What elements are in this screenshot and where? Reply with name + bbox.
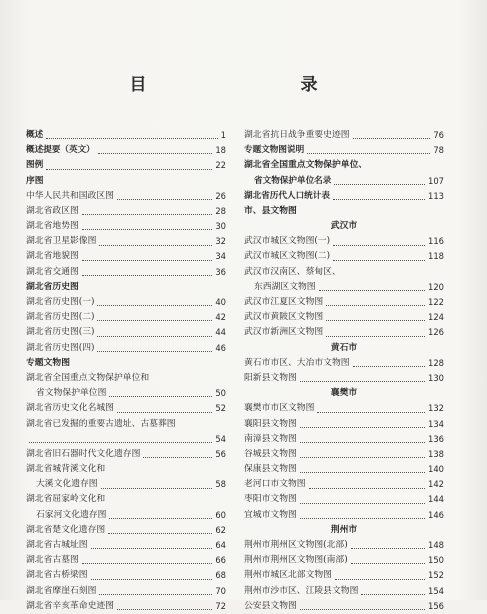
toc-leader-dots: [29, 441, 212, 443]
toc-entry-title: 武汉市黄陂区文物图: [244, 312, 324, 323]
toc-page-number: 42: [215, 312, 226, 323]
toc-leader-dots: [300, 517, 425, 519]
toc-entry-title: 湖北省楚文化遗存图: [26, 524, 106, 535]
toc-entry: [26, 493, 226, 508]
toc-entry-title: 武汉市城区文物图(一): [244, 236, 331, 247]
toc-leader-dots: [97, 304, 212, 306]
toc-leader-dots: [333, 198, 425, 200]
toc-entry-title: 湖北省政区图: [26, 205, 79, 216]
toc-entry-title: 湖北省屈家岭文化和: [26, 494, 106, 505]
toc-page-number: 44: [215, 327, 226, 338]
toc-entry-title: 石家河文化遗存图: [36, 509, 107, 520]
toc-entry-title: 湖北省抗日战争重要史迹图: [244, 129, 350, 140]
toc-entry: [244, 219, 444, 234]
toc-entry-title: 市、县文物图: [244, 205, 297, 216]
toc-entry: [244, 462, 444, 477]
toc-leader-dots: [91, 547, 213, 549]
toc-entry: [244, 143, 444, 158]
toc-entry: [26, 341, 226, 356]
toc-right-column: [244, 128, 444, 614]
toc-page-number: 50: [215, 388, 226, 399]
toc-page-number: 26: [215, 190, 226, 201]
toc-entry: [26, 325, 226, 340]
toc-entry-title: 湖北省全国重点文物保护单位、: [244, 160, 368, 171]
toc-page-number: 134: [428, 418, 444, 429]
toc-entry: [26, 584, 226, 599]
toc-entry-title: 湖北省历史图: [26, 281, 79, 292]
toc-leader-dots: [46, 137, 217, 139]
toc-page-number: 116: [428, 236, 444, 247]
toc-leader-dots: [300, 456, 425, 458]
toc-page-number: 124: [428, 312, 444, 323]
toc-entry-title: 湖北省已发掘的重要古遗址、古墓葬图: [26, 418, 176, 429]
toc-leader-dots: [101, 487, 213, 489]
toc-entry-title: 老河口市文物图: [244, 479, 306, 490]
toc-entry-title: 湖北省历史图(一): [26, 297, 95, 308]
toc-entry-title: 湖北省辛亥革命史迹图: [26, 600, 114, 611]
toc-leader-dots: [334, 183, 425, 185]
toc-page-number: 58: [215, 479, 226, 490]
toc-page-number: 118: [428, 251, 444, 262]
toc-entry-title: 湖北省卫星影像图: [26, 236, 97, 247]
toc-entry: [26, 143, 226, 158]
toc-entry-title: 省文物保护单位图: [36, 388, 107, 399]
toc-page-number: 32: [215, 236, 226, 247]
toc-page-number: 146: [428, 509, 444, 520]
toc-entry-title: 湖北省全国重点文物保护单位和: [26, 372, 150, 383]
toc-entry: [244, 432, 444, 447]
toc-entry: [244, 204, 444, 219]
toc-leader-dots: [143, 456, 212, 458]
toc-entry: [244, 523, 444, 538]
toc-leader-dots: [300, 380, 425, 382]
toc-entry: [26, 447, 226, 462]
toc-entry: [244, 447, 444, 462]
toc-leader-dots: [326, 319, 425, 321]
toc-entry: [244, 280, 444, 295]
toc-entry: [244, 417, 444, 432]
toc-entry-title: 序图: [26, 175, 44, 186]
toc-leader-dots: [319, 289, 425, 291]
toc-entry: [26, 432, 226, 447]
toc-entry-title: 枣阳市文物图: [244, 494, 297, 505]
toc-entry-title: 湖北省历史图(三): [26, 327, 95, 338]
toc-page-number: 120: [428, 281, 444, 292]
toc-entry: [26, 310, 226, 325]
toc-leader-dots: [82, 213, 213, 215]
toc-page-number: 130: [428, 372, 444, 383]
toc-page-number: 56: [215, 448, 226, 459]
toc-entry: [244, 568, 444, 583]
toc-leader-dots: [333, 259, 425, 261]
toc-entry-title: 荆州市沙市区、江陵县文物图: [244, 585, 359, 596]
toc-leader-dots: [97, 335, 212, 337]
toc-leader-dots: [353, 365, 425, 367]
toc-page-number: 144: [428, 494, 444, 505]
toc-leader-dots: [46, 168, 212, 170]
toc-entry: [26, 219, 226, 234]
toc-entry: [26, 250, 226, 265]
toc-entry-title: 东西湖区文物图: [254, 281, 316, 292]
toc-entry-title: 概述提要（英文）: [26, 145, 95, 156]
toc-entry-title: 武汉市城区文物图(二): [244, 251, 331, 262]
toc-page-number: 40: [215, 297, 226, 308]
toc-entry: [26, 523, 226, 538]
toc-entry: [26, 371, 226, 386]
toc-page-number: 36: [215, 266, 226, 277]
toc-entry: [26, 174, 226, 189]
toc-leader-dots: [109, 395, 212, 397]
toc-leader-dots: [300, 502, 425, 504]
toc-entry-title: 专题文物图说明: [244, 145, 305, 156]
toc-entry-title: 中华人民共和国政区图: [26, 190, 114, 201]
toc-page-number: 152: [428, 570, 444, 581]
toc-entry: [26, 508, 226, 523]
toc-page-number: 76: [433, 129, 444, 140]
toc-page-number: 113: [428, 190, 444, 201]
toc-entry-title: 襄樊市: [330, 388, 358, 399]
toc-page-number: 78: [433, 145, 444, 156]
toc-entry-title: 武汉市汉南区、蔡甸区、: [244, 266, 341, 277]
toc-entry-title: 公安县文物图: [244, 600, 297, 611]
toc-entry-title: 湖北省地貌图: [26, 251, 79, 262]
toc-entry: [244, 174, 444, 189]
toc-page-number: 54: [215, 433, 226, 444]
toc-page-number: 72: [215, 600, 226, 611]
toc-entry: [244, 250, 444, 265]
toc-page-number: 122: [428, 297, 444, 308]
toc-entry: [244, 325, 444, 340]
toc-leader-dots: [309, 487, 425, 489]
toc-page-number: 52: [215, 403, 226, 414]
toc-entry: [26, 417, 226, 432]
toc-leader-dots: [335, 578, 425, 580]
toc-entry: [244, 477, 444, 492]
toc-entry: [244, 356, 444, 371]
toc-entry-title: 保康县文物图: [244, 464, 297, 475]
toc-entry-title: 武汉市新洲区文物图: [244, 327, 324, 338]
toc-entry-title: 阳新县文物图: [244, 372, 297, 383]
toc-page-number: 66: [215, 555, 226, 566]
toc-leader-dots: [326, 304, 425, 306]
toc-entry: [26, 295, 226, 310]
toc-entry: [244, 341, 444, 356]
toc-leader-dots: [117, 608, 212, 610]
toc-entry-title: 襄樊市市区文物图: [244, 403, 315, 414]
toc-entry: [244, 493, 444, 508]
toc-leader-dots: [108, 532, 212, 534]
toc-leader-dots: [109, 517, 212, 519]
toc-entry-title: 湖北省城背溪文化和: [26, 464, 106, 475]
toc-entry: [244, 508, 444, 523]
toc-leader-dots: [353, 137, 431, 139]
toc-entry: [244, 371, 444, 386]
toc-entry: [244, 538, 444, 553]
toc-entry: [26, 386, 226, 401]
toc-entry: [244, 553, 444, 568]
toc-entry-title: 黄石市市区、大冶市文物图: [244, 357, 350, 368]
toc-page-number: 1: [220, 129, 226, 140]
toc-entry-title: 湖北省古城址图: [26, 540, 88, 551]
toc-page-number: 128: [428, 357, 444, 368]
toc-entry-title: 黄石市: [330, 342, 358, 353]
toc-entry-title: 荆州市荆州区文物图(南部): [244, 555, 348, 566]
toc-entry-title: 图例: [26, 160, 44, 171]
toc-entry-title: 谷城县文物图: [244, 448, 297, 459]
toc-entry: [244, 295, 444, 310]
toc-page-number: 22: [215, 160, 226, 171]
toc-entry: [26, 553, 226, 568]
toc-entry-title: 湖北省旧石器时代文化遗存图: [26, 448, 141, 459]
toc-entry: [26, 265, 226, 280]
toc-leader-dots: [117, 198, 212, 200]
toc-entry-title: 湖北省历史图(二): [26, 312, 95, 323]
toc-entry-title: 省文物保护单位名录: [254, 175, 332, 186]
toc-page-number: 46: [215, 342, 226, 353]
toc-entry-title: 大溪文化遗存图: [36, 479, 98, 490]
toc-entry: [26, 477, 226, 492]
toc-entry: [244, 189, 444, 204]
toc-leader-dots: [82, 228, 213, 230]
toc-entry: [244, 386, 444, 401]
toc-leader-dots: [361, 593, 425, 595]
toc-entry-title: 湖北省历史文化名城图: [26, 403, 114, 414]
toc-entry-title: 襄阳县文物图: [244, 418, 297, 429]
toc-leader-dots: [300, 441, 425, 443]
toc-entry: [244, 310, 444, 325]
toc-leader-dots: [351, 562, 425, 564]
toc-leader-dots: [300, 426, 425, 428]
toc-entry: [244, 128, 444, 143]
toc-entry: [26, 280, 226, 295]
toc-page-number: 62: [215, 524, 226, 535]
toc-leader-dots: [82, 562, 213, 564]
toc-entry: [26, 356, 226, 371]
toc-entry-title: 湖北省历代人口统计表: [244, 190, 330, 201]
toc-page-number: 28: [215, 205, 226, 216]
toc-page-number: 60: [215, 509, 226, 520]
toc-entry: [244, 584, 444, 599]
toc-leader-dots: [82, 259, 213, 261]
toc-entry: [26, 189, 226, 204]
toc-leader-dots: [326, 335, 425, 337]
toc-entry-title: 武汉市: [330, 221, 358, 232]
toc-leader-dots: [98, 152, 213, 154]
toc-page-number: 64: [215, 540, 226, 551]
toc-page-number: 132: [428, 403, 444, 414]
toc-entry: [244, 401, 444, 416]
toc-entry: [244, 158, 444, 173]
toc-entry-title: 湖北省古墓图: [26, 555, 79, 566]
toc-page-number: 142: [428, 479, 444, 490]
toc-entry-title: 荆州市荆州区文物图(北部): [244, 540, 348, 551]
toc-entry: [26, 462, 226, 477]
toc-entry-title: 武汉市江夏区文物图: [244, 297, 324, 308]
toc-page-number: 68: [215, 570, 226, 581]
toc-page-number: 70: [215, 585, 226, 596]
toc-page-number: 150: [428, 555, 444, 566]
toc-leader-dots: [351, 547, 425, 549]
toc-entry-title: 湖北省地势图: [26, 221, 79, 232]
toc-page-number: 136: [428, 433, 444, 444]
toc-page-number: 148: [428, 540, 444, 551]
toc-entry-title: 湖北省交通图: [26, 266, 79, 277]
toc-entry-title: 湖北省摩崖石刻图: [26, 585, 97, 596]
toc-leader-dots: [300, 471, 425, 473]
toc-entry: [26, 158, 226, 173]
page-title: 目 录: [129, 75, 358, 95]
toc-entry-title: 宜城市文物图: [244, 509, 297, 520]
toc-page-number: 154: [428, 585, 444, 596]
toc-page-number: 30: [215, 221, 226, 232]
toc-leader-dots: [300, 608, 425, 610]
toc-leader-dots: [99, 593, 212, 595]
toc-entry: [26, 401, 226, 416]
toc-entry-title: 专题文物图: [26, 357, 70, 368]
toc-entry: [244, 599, 444, 614]
toc-leader-dots: [317, 411, 425, 413]
toc-entry: [26, 204, 226, 219]
toc-leader-dots: [307, 152, 430, 154]
toc-entry: [26, 568, 226, 583]
toc-leader-dots: [91, 578, 213, 580]
toc-leader-dots: [82, 274, 213, 276]
toc-entry: [244, 265, 444, 280]
toc-entry-title: 荆州市: [330, 524, 358, 535]
toc-page-number: 34: [215, 251, 226, 262]
toc-leader-dots: [97, 350, 212, 352]
toc-entry-title: 荆州市城区北部文物图: [244, 570, 332, 581]
toc-leader-dots: [99, 244, 212, 246]
toc-entry-title: 湖北省古桥梁图: [26, 570, 88, 581]
toc-page-number: 140: [428, 464, 444, 475]
toc-entry: [244, 234, 444, 249]
toc-left-column: [26, 128, 226, 614]
toc-page-number: 107: [428, 175, 444, 186]
toc-page-number: 126: [428, 327, 444, 338]
toc-entry: [26, 538, 226, 553]
toc-entry-title: 南漳县文物图: [244, 433, 297, 444]
toc-page-number: 138: [428, 448, 444, 459]
toc-entry-title: 湖北省历史图(四): [26, 342, 95, 353]
toc-entry: [26, 234, 226, 249]
toc-entry: [26, 599, 226, 614]
toc-page-number: 156: [428, 600, 444, 611]
toc-leader-dots: [117, 411, 212, 413]
toc-entry: [26, 128, 226, 143]
toc-leader-dots: [97, 319, 212, 321]
toc-page-number: 18: [215, 145, 226, 156]
toc-entry-title: 概述: [26, 129, 44, 140]
toc-leader-dots: [333, 244, 425, 246]
